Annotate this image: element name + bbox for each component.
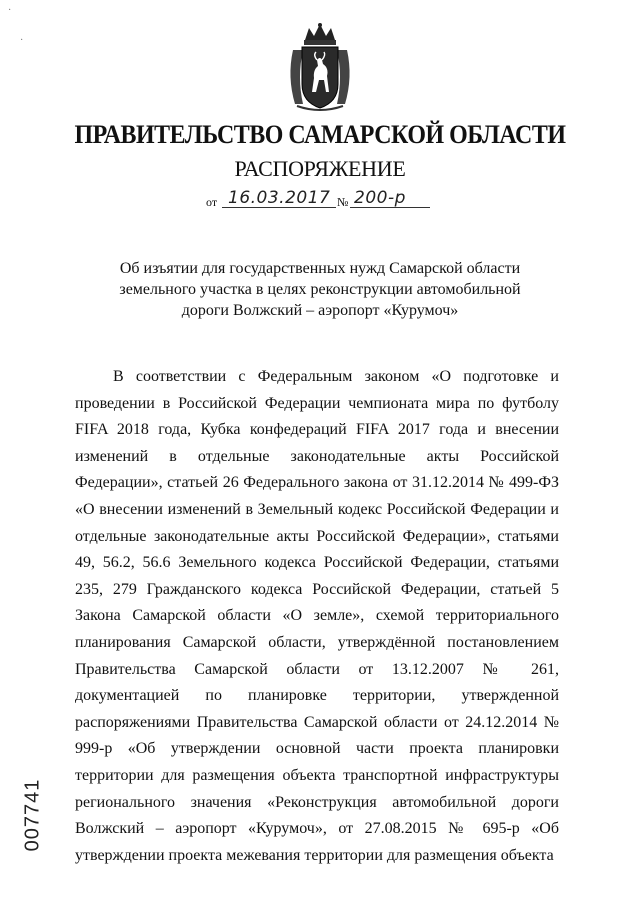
margin-stamp-number: 007741 (21, 778, 44, 852)
number-label: № (337, 195, 349, 209)
from-label: от (206, 195, 218, 209)
handwritten-date: 16.03.2017 (228, 188, 331, 208)
scan-speck: · (20, 35, 24, 46)
scan-speck: · (8, 5, 12, 16)
document-body (75, 364, 559, 869)
body-paragraph: В соответствии с Федеральным законом «О подготовке и проведении в Российской Федерации чемпионата мира по футболу FIFA 2018 года, Кубка конфедераций FIFA 2017 года и внесении изменений в отдельные законодательные акты Российской Федерации», статьей 26 Федерального закона от 31.12.2014 № 499-ФЗ «О внесении изменений в Земельный кодекс Российской Федерации и отдельные законодательные акты Российской Федерации», статьями 49, 56.2, 56.6 Земельного кодекса Российской Федерации, статьями 235, 279 Гражданского кодекса Российской Федерации, статьей 5 Закона Самарской области «О земле», схемой территориального планирования Самарской области, утверждённой постановлением Правительства Самарской области от 13.12.2007 № 261, документацией по планировке территории, утвержденной распоряжениями Правительства Самарской области от 24.12.2014 № 999-р «Об утверждении основной части проекта планировки территории для размещения объекта транспортной инфраструктуры регионального значения «Реконструкция автомобильной дороги Волжский – аэропорт «Курумоч», от 27.08.2015 № 695-р «Об утверждении проекта межевания территории для размещения объекта (75, 368, 559, 864)
document-subject: Об изъятии для государственных нужд Самарской области земельного участка в целях реконструкции автомобильной дороги Волжский – аэропорт «Курумоч» (119, 260, 521, 319)
document-type: РАСПОРЯЖЕНИЕ (234, 156, 406, 181)
handwritten-number: 200-р (354, 188, 406, 208)
date-number-line (206, 190, 436, 214)
coat-of-arms-emblem (283, 22, 357, 114)
government-title: ПРАВИТЕЛЬСТВО САМАРСКОЙ ОБЛАСТИ (74, 120, 566, 149)
